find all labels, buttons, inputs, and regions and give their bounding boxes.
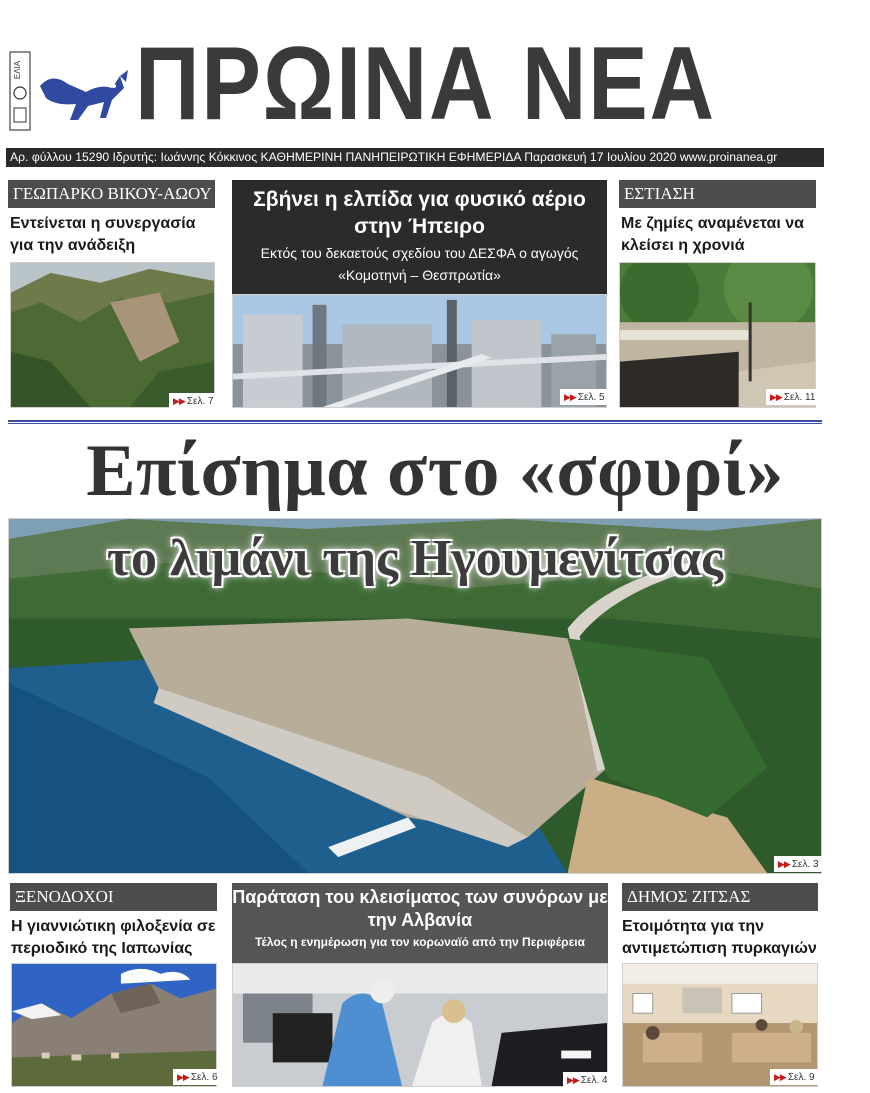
arrow-icon: ▶▶ xyxy=(778,859,790,869)
page-ref-border[interactable]: ▶▶ Σελ. 4 xyxy=(563,1072,612,1088)
hotels-headline[interactable]: Η γιαννιώτικη φιλοξενία σε περιοδικό της Ιαπωνίας xyxy=(11,918,216,957)
gas-story-headline-box[interactable] xyxy=(232,180,607,294)
section-label-zitsa: ΔΗΜΟΣ ΖΙΤΣΑΣ xyxy=(622,883,818,911)
gas-story-headline: Σβήνει η ελπίδα για φυσικό αέριο στην Ήπειρο xyxy=(253,188,586,238)
section-label-hotels: ΞΕΝΟΔΟΧΟΙ xyxy=(10,883,217,911)
estiasi-headline[interactable]: Με ζημίες αναμένεται να κλείσει η χρονιά xyxy=(621,215,804,254)
newspaper-logo xyxy=(8,46,133,136)
geopark-headline[interactable]: Εντείνεται η συνεργασία για την ανάδειξη xyxy=(10,215,196,254)
page-ref-gas[interactable]: ▶▶ Σελ. 5 xyxy=(560,389,609,405)
main-headline[interactable]: Επίσημα στο «σφυρί» xyxy=(86,430,784,512)
border-testing-photo xyxy=(232,963,608,1087)
arrow-icon: ▶▶ xyxy=(567,1075,579,1085)
arrow-icon: ▶▶ xyxy=(770,392,782,402)
issue-info-bar: Αρ. φύλλου 15290 Ιδρυτής: Ιωάννης Κόκκινος ΚΑΘΗΜΕΡΙΝΗ ΠΑΝΗΠΕΙΡΩΤΙΚΗ ΕΦΗΜΕΡΙΔΑ Παρασκευή 17 Ιουλίου 2020 www.proinanea.gr xyxy=(6,148,824,167)
section-divider xyxy=(8,420,822,424)
masthead-title: ΠΡΩΙΝΑ ΝΕΑ xyxy=(135,26,716,142)
arrow-icon: ▶▶ xyxy=(177,1072,189,1082)
page-ref-hotels[interactable]: ▶▶ Σελ. 6 xyxy=(173,1069,222,1085)
section-label-geopark: ΓΕΩΠΑΡΚΟ ΒΙΚΟΥ-ΑΩΟΥ xyxy=(8,180,215,208)
section-label-estiasi: ΕΣΤΙΑΣΗ xyxy=(619,180,816,208)
arrow-icon: ▶▶ xyxy=(564,392,576,402)
gas-story-subhead: Εκτός του δεκαετούς σχεδίου του ΔΕΣΦΑ ο αγωγός «Κομοτηνή – Θεσπρωτία» xyxy=(260,245,579,283)
cafe-square-photo xyxy=(619,262,816,408)
border-story-headline-box[interactable] xyxy=(232,883,608,963)
page-ref-estiasi[interactable]: ▶▶ Σελ. 11 xyxy=(766,389,819,405)
arrow-icon: ▶▶ xyxy=(774,1072,786,1082)
zitsa-headline[interactable]: Ετοιμότητα για την αντιμετώπιση πυρκαγιών xyxy=(622,918,817,957)
page-ref-main[interactable]: ▶▶ Σελ. 3 xyxy=(774,856,823,872)
gorge-photo xyxy=(10,262,215,408)
arrow-icon: ▶▶ xyxy=(173,396,185,406)
border-story-subhead: Τέλος η ενημέρωση για τον κορωναϊό από την Περιφέρεια xyxy=(254,935,586,949)
main-subheadline[interactable]: το λιμάνι της Ηγουμενίτσας xyxy=(107,530,723,587)
page-ref-zitsa[interactable]: ▶▶ Σελ. 9 xyxy=(770,1069,819,1085)
border-story-headline: Παράταση του κλεισίματος των συνόρων με την Αλβανία xyxy=(232,887,608,930)
page-ref-geopark[interactable]: ▶▶ Σελ. 7 xyxy=(169,393,218,409)
logo-text: ΕΛΙΑ xyxy=(13,60,22,80)
refinery-photo xyxy=(232,294,607,408)
